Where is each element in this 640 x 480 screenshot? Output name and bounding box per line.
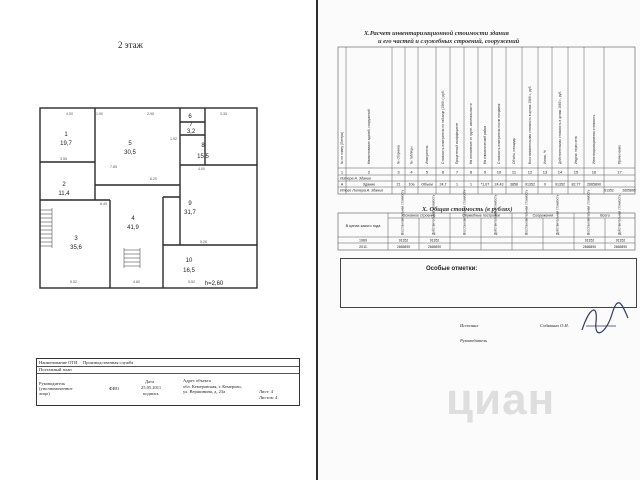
table-cell: Объем bbox=[421, 182, 433, 187]
floor-plan bbox=[0, 0, 316, 360]
room-area: 41,9 bbox=[127, 225, 139, 231]
right-page bbox=[318, 0, 640, 480]
room-area: 3,2 bbox=[186, 129, 196, 135]
dimension-label: 6.20 bbox=[150, 177, 157, 181]
sub-header: Восстановительная стоимость bbox=[586, 189, 591, 235]
column-number: 7 bbox=[455, 169, 459, 175]
section-heading: и его частей и служебных строений, сооружений bbox=[378, 38, 520, 45]
room-area: 16,5 bbox=[183, 268, 195, 274]
table-cell: 10а bbox=[408, 182, 415, 187]
table-cell: 2665890 bbox=[427, 245, 442, 249]
dimension-label: 5.52 bbox=[70, 280, 77, 284]
head-label: Руководитель (уполномоченное лицо) bbox=[39, 381, 73, 396]
table-cell: 2011 bbox=[359, 245, 367, 249]
sheet-count: Листов: 4 bbox=[259, 395, 278, 400]
column-number: 9 bbox=[483, 169, 487, 175]
column-number: 10 bbox=[496, 169, 502, 175]
table-cell: 91352 bbox=[584, 238, 595, 243]
column-number: 13 bbox=[542, 169, 548, 175]
section-heading: Х.Расчет инвентаризационной стоимости здания bbox=[364, 30, 509, 37]
table-cell: 91352 bbox=[555, 182, 565, 187]
signature-scribble bbox=[576, 300, 636, 340]
table-cell: А bbox=[340, 182, 344, 187]
column-header: Восстановительная стоимость в ценах 1969 г., руб. bbox=[528, 85, 533, 164]
dimension-label: 3.55 bbox=[60, 157, 67, 161]
table-cell: 1969 bbox=[359, 238, 367, 243]
table-cell: 1 bbox=[470, 182, 472, 187]
date-value: 25.05.2011 bbox=[141, 385, 162, 390]
group-header: Служебные постройки bbox=[462, 213, 500, 218]
group-header: Сооружения bbox=[532, 213, 554, 218]
room-number: 9 bbox=[188, 201, 192, 207]
floor-title: 2 этаж bbox=[118, 40, 143, 50]
column-number: 11 bbox=[511, 169, 517, 175]
column-header: Износ, % bbox=[543, 150, 548, 164]
column-header: Действительная стоимость в ценах 1969 г., руб. bbox=[558, 90, 563, 164]
date-label: Дата bbox=[145, 379, 154, 384]
column-header: Процентный коэффициент bbox=[455, 122, 460, 164]
total-label: Итого Литера А. Здание bbox=[340, 188, 384, 193]
table-cell: Здание bbox=[362, 182, 376, 187]
address-label: Адрес объекта bbox=[183, 378, 211, 383]
column-number: 14 bbox=[557, 169, 563, 175]
table-cell: 21 bbox=[396, 182, 401, 187]
address-value: обл. Кемеровская, г. Кемерово, ул. Вершинина, д. 23а bbox=[183, 384, 242, 394]
table-cell: 0 bbox=[544, 182, 546, 187]
dimension-label: 5.26 bbox=[200, 240, 207, 244]
column-header: № по плану (Литера) bbox=[340, 131, 345, 164]
room-number: 1 bbox=[64, 132, 68, 138]
table-cell: 91352 bbox=[615, 238, 626, 243]
room-number: 8 bbox=[201, 143, 205, 149]
table-cell: 2665890 bbox=[587, 182, 601, 187]
column-header: Объём, площадь bbox=[512, 137, 517, 164]
room-number: 7 bbox=[189, 122, 193, 128]
table-cell: 82,77 bbox=[571, 182, 581, 187]
table-cell: 24,7 bbox=[439, 182, 447, 187]
group-header: Всего bbox=[600, 213, 610, 218]
column-number: 15 bbox=[573, 169, 579, 175]
room-area: 31,7 bbox=[184, 210, 196, 216]
column-header: Наименование зданий, сооружений bbox=[367, 109, 372, 164]
total-value: 91352 bbox=[604, 188, 614, 193]
column-header: На отклонение от групп. капитальности bbox=[469, 103, 474, 164]
totals-table bbox=[318, 0, 640, 260]
column-number: 6 bbox=[441, 169, 445, 175]
column-header: Инвентаризационная стоимость bbox=[592, 114, 597, 164]
room-number: 5 bbox=[128, 141, 132, 147]
sub-header: Восстановительная стоимость bbox=[400, 189, 405, 235]
table-cell: 24,43 bbox=[494, 182, 504, 187]
column-header: Индекс пересчета bbox=[574, 136, 579, 164]
org-label: Наименование ОТИ bbox=[39, 360, 78, 365]
group-header: Основное строение bbox=[402, 213, 436, 218]
room-area: 35,6 bbox=[70, 245, 82, 251]
ceiling-height: h=2,60 bbox=[204, 281, 224, 287]
sub-header: Восстановительная стоимость bbox=[524, 189, 529, 235]
room-number: 3 bbox=[74, 236, 78, 242]
room-number: 6 bbox=[188, 114, 192, 120]
table-cell: 3858 bbox=[510, 182, 518, 187]
watermark-logo: циан bbox=[446, 375, 556, 424]
section-heading: Х. Общая стоимость (в рублях) bbox=[422, 206, 513, 213]
column-number: 17 bbox=[617, 169, 622, 175]
sign-label: подпись bbox=[143, 391, 159, 396]
room-area: 30,5 bbox=[124, 150, 136, 156]
room-area: 11,4 bbox=[58, 191, 70, 197]
year-column-header: В ценах какого года bbox=[345, 224, 381, 228]
column-number: 3 bbox=[397, 169, 400, 175]
dimension-label: 3.35 bbox=[220, 112, 227, 116]
section-label: Литера А. Здание bbox=[340, 176, 372, 181]
sub-header: Действительная стоимость bbox=[617, 194, 622, 235]
dimension-label: 5.52 bbox=[188, 280, 195, 284]
dimension-label: 1.90 bbox=[96, 112, 103, 116]
column-number: 1 bbox=[340, 169, 344, 175]
room-area: 19,7 bbox=[60, 141, 72, 147]
room-area: 15,5 bbox=[197, 154, 209, 160]
table-cell: 91352 bbox=[429, 238, 440, 243]
executor-label: Исполнил bbox=[460, 323, 479, 328]
table-cell: 2665890 bbox=[582, 245, 597, 249]
dimension-label: 7.85 bbox=[110, 165, 117, 169]
column-header: Стоимость измерителя после поправок bbox=[497, 103, 502, 164]
executor-name: Собянина О.И. bbox=[540, 323, 569, 328]
dimension-label: 6.49 bbox=[100, 202, 107, 206]
column-header: № таблицы bbox=[409, 146, 414, 164]
title-block bbox=[36, 358, 300, 406]
sub-header: Действительная стоимость bbox=[555, 194, 560, 235]
table-cell: 91352 bbox=[398, 238, 409, 243]
column-number: 4 bbox=[410, 169, 413, 175]
column-header: На климатический район bbox=[483, 125, 488, 164]
total-value: 2665890 bbox=[622, 188, 636, 193]
column-number: 5 bbox=[425, 169, 429, 175]
column-number: 12 bbox=[527, 169, 533, 175]
sheet-number: Лист: 4 bbox=[259, 389, 274, 394]
table-cell: 2665890 bbox=[396, 245, 411, 249]
column-number: 16 bbox=[591, 169, 597, 175]
sub-header: Действительная стоимость bbox=[431, 194, 436, 235]
column-number: 2 bbox=[367, 169, 371, 175]
column-header: № сборника bbox=[396, 145, 401, 164]
column-header: Измеритель bbox=[425, 145, 430, 164]
room-number: 4 bbox=[131, 216, 135, 222]
dimension-label: 4.00 bbox=[198, 167, 205, 171]
plan-label: Поэтажный план bbox=[39, 367, 72, 372]
column-header: Стоимость измерителя по таблице (1969 г.) руб. bbox=[441, 90, 446, 164]
column-number: 8 bbox=[469, 169, 473, 175]
sub-header: Восстановительная стоимость bbox=[462, 189, 467, 235]
table-cell: 91352 bbox=[525, 182, 535, 187]
dimension-label: 4.80 bbox=[133, 280, 140, 284]
dimension-label: 1.92 bbox=[170, 137, 177, 141]
room-number: 2 bbox=[62, 182, 66, 188]
table-cell: *1,07 bbox=[480, 182, 490, 187]
table-cell: 2665890 bbox=[613, 245, 628, 249]
left-page bbox=[0, 0, 316, 480]
dimension-label: 2.95 bbox=[147, 112, 154, 116]
fio-label: ФИО bbox=[109, 386, 120, 391]
notes-title: Особые отметки: bbox=[426, 266, 478, 272]
table-cell: 1 bbox=[456, 182, 458, 187]
column-header: Примечание bbox=[617, 144, 622, 164]
sub-header: Действительная стоимость bbox=[493, 194, 498, 235]
org-value: Производственная служба bbox=[83, 360, 134, 365]
dimension-label: 4.00 bbox=[66, 112, 73, 116]
room-number: 10 bbox=[185, 258, 193, 264]
checker-label: Руководитель bbox=[460, 338, 488, 343]
